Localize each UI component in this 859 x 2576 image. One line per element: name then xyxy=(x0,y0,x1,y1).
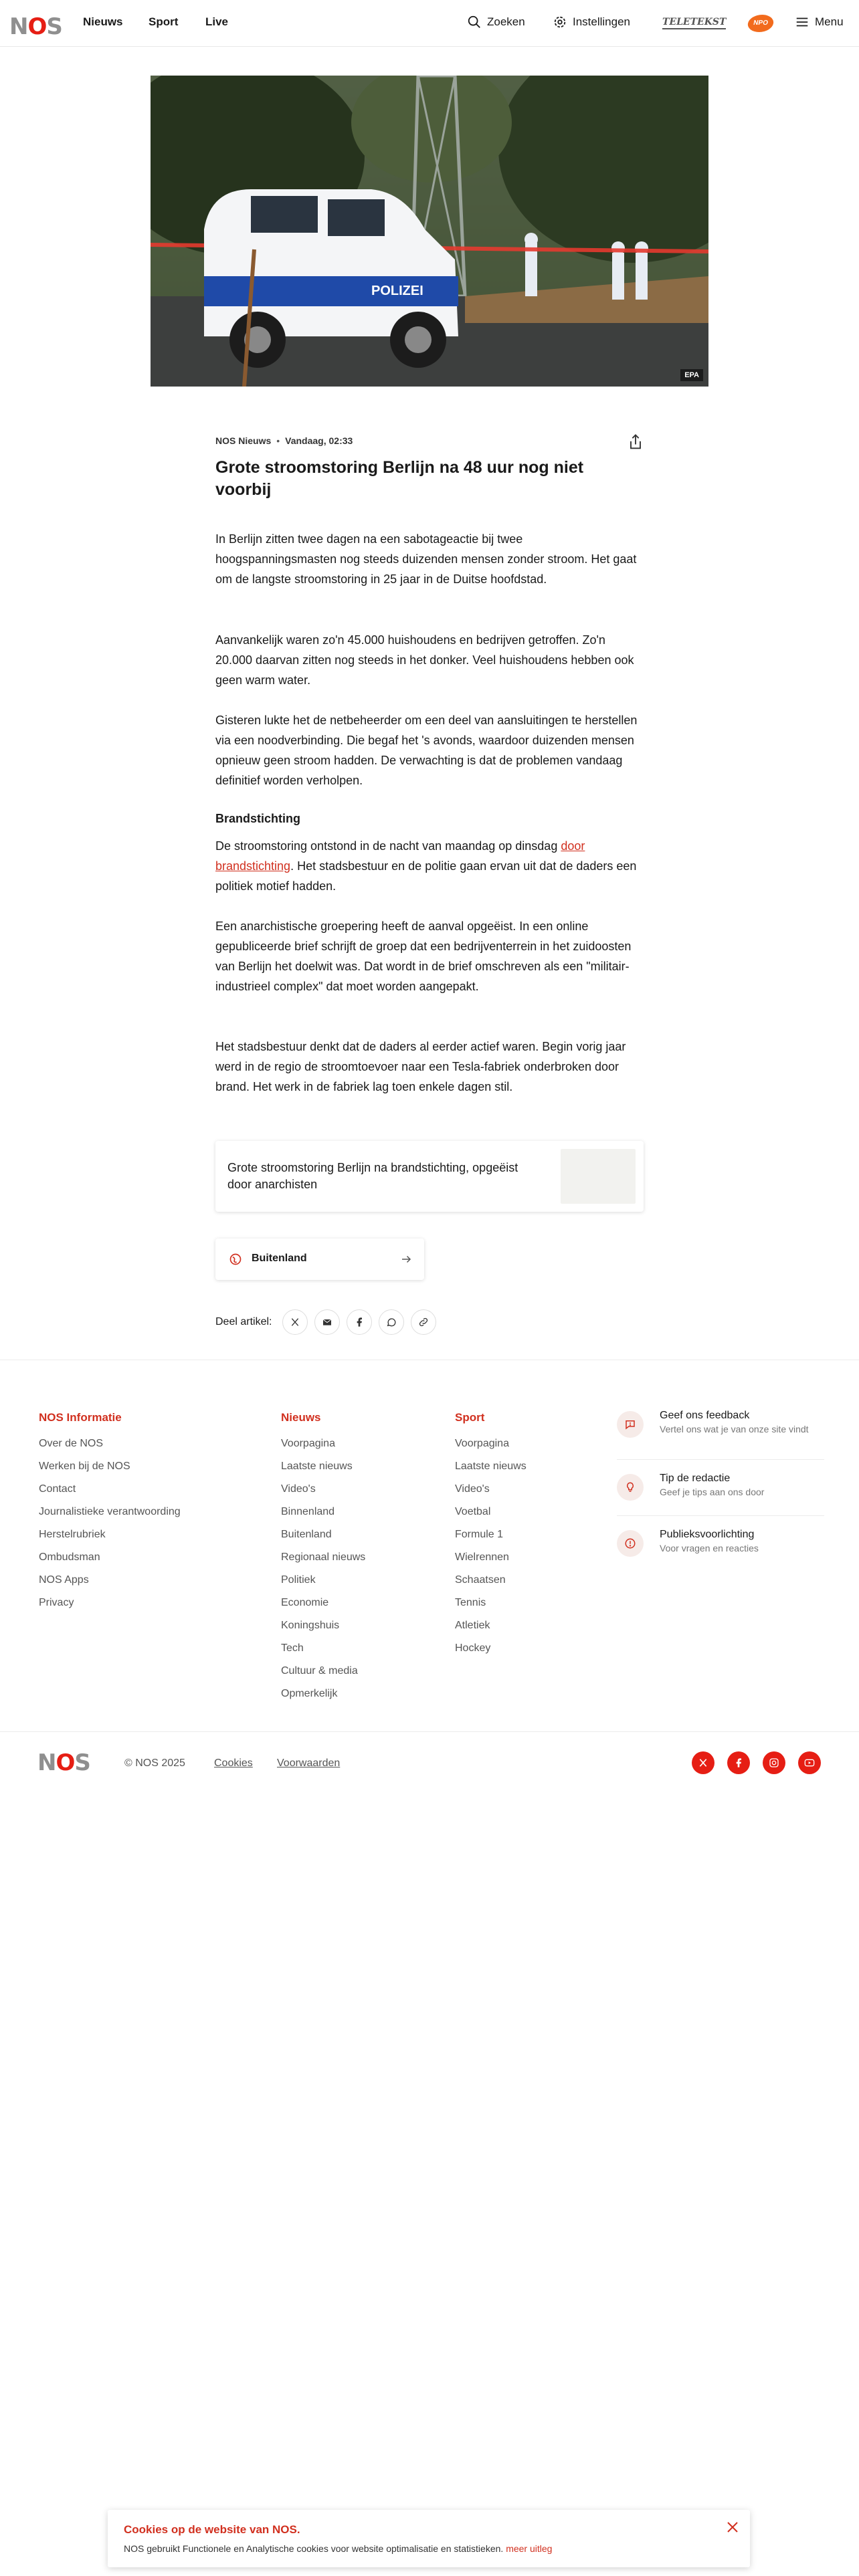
footer-link[interactable]: Laatste nieuws xyxy=(455,1461,527,1472)
menu-label: Menu xyxy=(815,15,844,28)
footer-col-title: Nieuws xyxy=(281,1411,321,1424)
youtube-icon xyxy=(804,1757,815,1768)
share-email-button[interactable] xyxy=(314,1309,340,1335)
footer-divider xyxy=(617,1459,824,1460)
tip-icon-circle xyxy=(617,1474,644,1501)
footer-link[interactable]: Tennis xyxy=(455,1597,486,1608)
footer-col-title: NOS Informatie xyxy=(39,1411,122,1424)
hamburger-icon xyxy=(795,15,809,29)
footer-x-link[interactable] xyxy=(692,1751,714,1774)
tip-title: Tip de redactie xyxy=(660,1473,731,1484)
footer-link[interactable]: Economie xyxy=(281,1597,329,1608)
footer-link[interactable]: Schaatsen xyxy=(455,1574,506,1586)
footer-nos-logo[interactable]: NOS xyxy=(37,1749,90,1776)
tip-text: Geef je tips aan ons door xyxy=(660,1487,765,1497)
footer-link[interactable]: Herstelrubriek xyxy=(39,1529,106,1540)
cookies-link[interactable]: Cookies xyxy=(214,1757,253,1769)
chat-alert-icon xyxy=(624,1418,636,1430)
logo-o: O xyxy=(27,13,47,40)
info-icon-circle xyxy=(617,1530,644,1557)
article-paragraph-3: Gisteren lukte het de netbeheerder om een deel van aansluitingen te herstellen via een noodverbinding. Die begaf het 's avonds, waardoor duizenden mensen opnieuw geen stroom hadden. De verwachting is dat de problemen vandaag definitief worden verholpen. xyxy=(215,714,638,787)
category-label: Buitenland xyxy=(252,1253,307,1264)
footer-col-title: Sport xyxy=(455,1411,485,1424)
article-paragraph-6: Het stadsbestuur denkt dat de daders al eerder actief waren. Begin vorig jaar werd in de regio de stroomtoevoer naar een Tesla-fabriek onderbroken door brand. Het werk in de fabriek lag toen enkele dagen stil. xyxy=(215,1040,626,1093)
footer-link[interactable]: Voetbal xyxy=(455,1506,491,1517)
menu-button[interactable] xyxy=(795,15,844,29)
feedback-link[interactable] xyxy=(617,1407,824,1448)
category-buitenland-link[interactable] xyxy=(215,1239,424,1280)
hero-photo-police-van xyxy=(151,76,708,387)
footer-link[interactable]: Koningshuis xyxy=(281,1620,340,1631)
cookie-title: Cookies op de website van NOS. xyxy=(124,2523,300,2536)
publieksvoorlichting-title: Publieksvoorlichting xyxy=(660,1529,755,1540)
footer-link[interactable]: NOS Apps xyxy=(39,1574,89,1586)
p4-text-before: De stroomstoring ontstond in de nacht van maandag op dinsdag xyxy=(215,839,561,853)
article-title: Grote stroomstoring Berlijn na 48 uur nog niet voorbij xyxy=(215,458,584,499)
brandstichting-link[interactable]: door brandstichting xyxy=(215,839,585,873)
footer-link[interactable]: Ombudsman xyxy=(39,1551,100,1563)
cookie-banner xyxy=(108,2510,750,2567)
footer-link[interactable]: Journalistieke verantwoording xyxy=(39,1506,181,1517)
footer-link[interactable]: Over de NOS xyxy=(39,1438,104,1449)
footer-link[interactable]: Wielrennen xyxy=(455,1551,509,1563)
publieksvoorlichting-link[interactable] xyxy=(617,1526,824,1568)
footer-link[interactable]: Werken bij de NOS xyxy=(39,1461,130,1472)
link-icon xyxy=(418,1317,429,1327)
instagram-icon xyxy=(769,1757,779,1768)
footer-instagram-link[interactable] xyxy=(763,1751,785,1774)
search-icon xyxy=(467,15,482,29)
footer-link[interactable]: Hockey xyxy=(455,1642,491,1654)
search-label: Zoeken xyxy=(487,15,525,28)
x-icon xyxy=(698,1757,708,1768)
footer-link[interactable]: Laatste nieuws xyxy=(281,1461,353,1472)
footer-link[interactable]: Buitenland xyxy=(281,1529,332,1540)
publieksvoorlichting-text: Voor vragen en reacties xyxy=(660,1543,759,1553)
footer-link[interactable]: Atletiek xyxy=(455,1620,490,1631)
lightbulb-icon xyxy=(624,1481,636,1493)
article-paragraph-5: Een anarchistische groepering heeft de aanval opgeëist. In een online gepubliceerde brief schrijft de groep dat een bedrijventerrein in het zuidoosten van Berlijn het doelwit was. Dat wordt in de brief omschreven als een "militair-industrieel complex" dat moet worden aangepakt. xyxy=(215,920,632,993)
feedback-title: Geef ons feedback xyxy=(660,1410,750,1421)
footer-col-sport xyxy=(455,1411,527,1660)
nav-sport[interactable]: Sport xyxy=(149,15,179,28)
cookie-description: NOS gebruikt Functionele en Analytische cookies voor website optimalisatie en statistieken. xyxy=(124,2543,504,2554)
settings-label: Instellingen xyxy=(573,15,631,28)
share-facebook-button[interactable] xyxy=(347,1309,372,1335)
site-header xyxy=(0,0,859,47)
share-copy-link-button[interactable] xyxy=(411,1309,436,1335)
close-icon[interactable] xyxy=(725,2519,741,2535)
search-button[interactable] xyxy=(467,15,525,29)
photo-credit: EPA xyxy=(680,369,703,381)
nav-nieuws[interactable]: Nieuws xyxy=(83,15,123,28)
article-paragraph-2: Aanvankelijk waren zo'n 45.000 huishoudens en bedrijven getroffen. Zo'n 20.000 daarvan zitten nog steeds in het donker. Veel huishoudens hebben ook geen warm water. xyxy=(215,633,634,687)
footer-link[interactable]: Tech xyxy=(281,1642,304,1654)
related-article-title: Grote stroomstoring Berlijn na brandstichting, opgeëist door anarchisten xyxy=(227,1161,518,1191)
arrow-right-icon xyxy=(400,1253,412,1265)
article-time: Vandaag, 02:33 xyxy=(285,435,353,446)
van-polizei-text: POLIZEI xyxy=(371,284,423,298)
settings-button[interactable] xyxy=(553,15,630,29)
article-source: NOS Nieuws xyxy=(215,435,272,446)
share-icon xyxy=(626,433,645,451)
share-row xyxy=(215,1309,443,1335)
footer-youtube-link[interactable] xyxy=(798,1751,821,1774)
footer-facebook-link[interactable] xyxy=(727,1751,750,1774)
copyright: © NOS 2025 xyxy=(124,1757,185,1769)
share-label: Deel artikel: xyxy=(215,1316,272,1327)
article-meta xyxy=(215,435,353,446)
feedback-text: Vertel ons wat je van onze site vindt xyxy=(660,1424,809,1434)
footer-link[interactable]: Politiek xyxy=(281,1574,316,1586)
nos-logo[interactable]: NOS xyxy=(9,13,62,40)
share-whatsapp-button[interactable] xyxy=(379,1309,404,1335)
terms-link[interactable]: Voorwaarden xyxy=(277,1757,341,1769)
footer-link[interactable]: Cultuur & media xyxy=(281,1665,358,1677)
related-article-card[interactable] xyxy=(215,1141,644,1212)
article-paragraph-4 xyxy=(215,836,644,896)
footer-link[interactable]: Voorpagina xyxy=(455,1438,509,1449)
teletekst-logo[interactable]: TELETEKST xyxy=(662,16,726,29)
share-button[interactable] xyxy=(626,433,645,451)
footer-link[interactable]: Binnenland xyxy=(281,1506,335,1517)
hero-image xyxy=(151,76,708,387)
facebook-icon xyxy=(354,1317,365,1327)
article-paragraph-1: In Berlijn zitten twee dagen na een sabotageactie bij twee hoogspanningsmasten nog steeds duizenden mensen zonder stroom. Het gaat om de langste stroomstoring in 25 jaar in de Duitse hoofdstad. xyxy=(215,532,637,586)
facebook-icon xyxy=(733,1757,744,1768)
footer-link[interactable]: Video's xyxy=(455,1483,490,1495)
info-icon xyxy=(624,1537,636,1549)
cookie-more-link[interactable]: meer uitleg xyxy=(506,2543,553,2554)
article-subheading: Brandstichting xyxy=(215,812,301,825)
nav-live[interactable]: Live xyxy=(205,15,229,28)
footer-link[interactable]: Video's xyxy=(281,1483,316,1495)
footer-bottom-bar xyxy=(0,1731,859,1794)
gear-icon xyxy=(553,15,567,29)
globe-icon xyxy=(229,1253,242,1266)
footer-col-nieuws xyxy=(281,1411,365,1705)
p4-text-after: . Het stadsbestuur en de politie gaan ervan uit dat de daders een politiek motief hadden. xyxy=(215,859,637,893)
meta-separator: • xyxy=(276,435,280,446)
related-article-thumbnail xyxy=(561,1149,636,1204)
share-x-button[interactable] xyxy=(282,1309,308,1335)
footer-link[interactable]: Regionaal nieuws xyxy=(281,1551,366,1563)
footer-col-nos-informatie xyxy=(39,1411,181,1614)
footer-link[interactable]: Opmerkelijk xyxy=(281,1688,338,1699)
footer-link[interactable]: Formule 1 xyxy=(455,1529,504,1540)
site-footer xyxy=(0,1360,859,1794)
logo-o: O xyxy=(56,1749,75,1776)
x-icon xyxy=(290,1317,300,1327)
footer-link[interactable]: Voorpagina xyxy=(281,1438,335,1449)
feedback-icon-circle xyxy=(617,1411,644,1438)
mail-icon xyxy=(322,1317,332,1327)
tip-redactie-link[interactable] xyxy=(617,1470,824,1511)
footer-link[interactable]: Contact xyxy=(39,1483,76,1495)
footer-divider xyxy=(617,1515,824,1516)
npo-logo[interactable]: NPO xyxy=(747,15,775,32)
cookie-text xyxy=(124,2543,552,2554)
footer-link[interactable]: Privacy xyxy=(39,1597,74,1608)
whatsapp-icon xyxy=(386,1317,397,1327)
